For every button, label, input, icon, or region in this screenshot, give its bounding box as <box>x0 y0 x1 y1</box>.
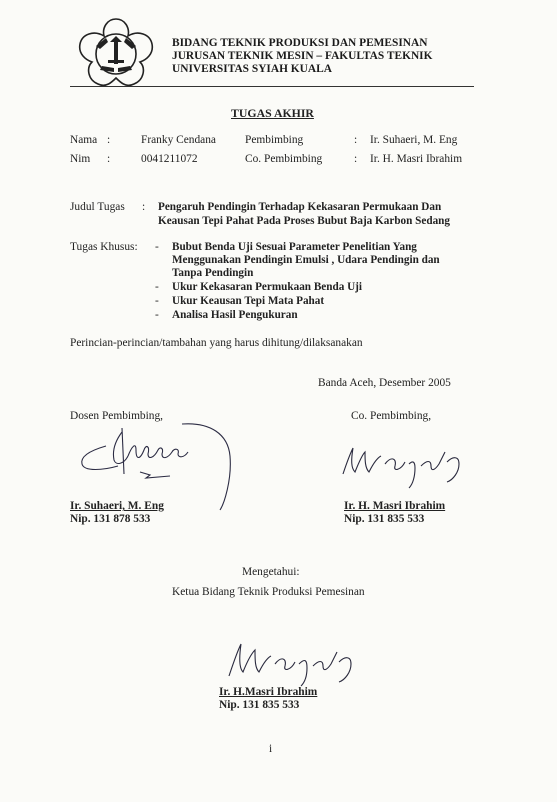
approval-nip: Nip. 131 835 533 <box>219 699 300 711</box>
pembimbing-value: Ir. Suhaeri, M. Eng <box>370 134 458 146</box>
pembimbing-label: Pembimbing <box>245 134 304 146</box>
bullet-4: - <box>155 309 159 321</box>
khusus-item-1-line-2: Menggunakan Pendingin Emulsi , Udara Pendingin dan <box>172 254 440 266</box>
page-number: i <box>269 743 273 755</box>
letterhead-line-2: JURUSAN TEKNIK MESIN – FAKULTAS TEKNIK <box>172 50 433 62</box>
colon: : <box>354 153 358 165</box>
approval-position: Ketua Bidang Teknik Produksi Pemesinan <box>172 586 365 598</box>
bullet-1: - <box>155 241 159 253</box>
university-logo <box>70 16 162 92</box>
right-sig-nip: Nip. 131 835 533 <box>344 513 425 525</box>
page-title: TUGAS AKHIR <box>231 106 314 120</box>
khusus-item-2: Ukur Kekasaran Permukaan Benda Uji <box>172 281 363 293</box>
left-sig-nip: Nip. 131 878 533 <box>70 513 151 525</box>
nim-value: 0041211072 <box>141 153 198 165</box>
left-sig-name: Ir. Suhaeri, M. Eng <box>70 500 164 512</box>
right-sig-name: Ir. H. Masri Ibrahim <box>344 500 446 512</box>
approval-name: Ir. H.Masri Ibrahim <box>219 686 318 698</box>
judul-line-2: Keausan Tepi Pahat Pada Proses Bubut Baja Karbon Sedang <box>158 215 450 227</box>
bullet-2: - <box>155 281 159 293</box>
approval-signature-image <box>215 632 375 688</box>
colon: : <box>142 201 146 213</box>
co-pembimbing-value: Ir. H. Masri Ibrahim <box>370 153 463 165</box>
co-pembimbing-label: Co. Pembimbing <box>245 153 323 165</box>
letterhead-line-1: BIDANG TEKNIK PRODUKSI DAN PEMESINAN <box>172 37 428 49</box>
letterhead-line-3: UNIVERSITAS SYIAH KUALA <box>172 63 332 75</box>
nama-value: Franky Cendana <box>141 134 216 146</box>
approval-label: Mengetahui: <box>242 566 300 578</box>
khusus-item-3: Ukur Keausan Tepi Mata Pahat <box>172 295 325 307</box>
colon: : <box>107 134 111 146</box>
khusus-item-4: Analisa Hasil Pengukuran <box>172 309 298 321</box>
colon: : <box>107 153 111 165</box>
left-signature-image <box>70 420 240 512</box>
left-sig-role: Dosen Pembimbing, <box>70 410 164 422</box>
judul-label: Judul Tugas <box>70 201 125 213</box>
perincian-text: Perincian-perincian/tambahan yang harus dihitung/dilaksanakan <box>70 337 363 349</box>
bullet-3: - <box>155 295 159 307</box>
khusus-label: Tugas Khusus: <box>70 241 138 253</box>
khusus-item-1-line-1: Bubut Benda Uji Sesuai Parameter Penelitian Yang <box>172 241 417 253</box>
colon: : <box>354 134 358 146</box>
header-rule <box>70 86 474 87</box>
place-date: Banda Aceh, Desember 2005 <box>318 377 451 389</box>
khusus-item-1-line-3: Tanpa Pendingin <box>172 267 254 279</box>
right-signature-image <box>335 434 485 490</box>
nim-label: Nim <box>70 153 91 165</box>
right-sig-role: Co. Pembimbing, <box>351 410 432 422</box>
nama-label: Nama <box>70 134 98 146</box>
judul-line-1: Pengaruh Pendingin Terhadap Kekasaran Permukaan Dan <box>158 201 442 213</box>
letterhead <box>172 37 432 76</box>
